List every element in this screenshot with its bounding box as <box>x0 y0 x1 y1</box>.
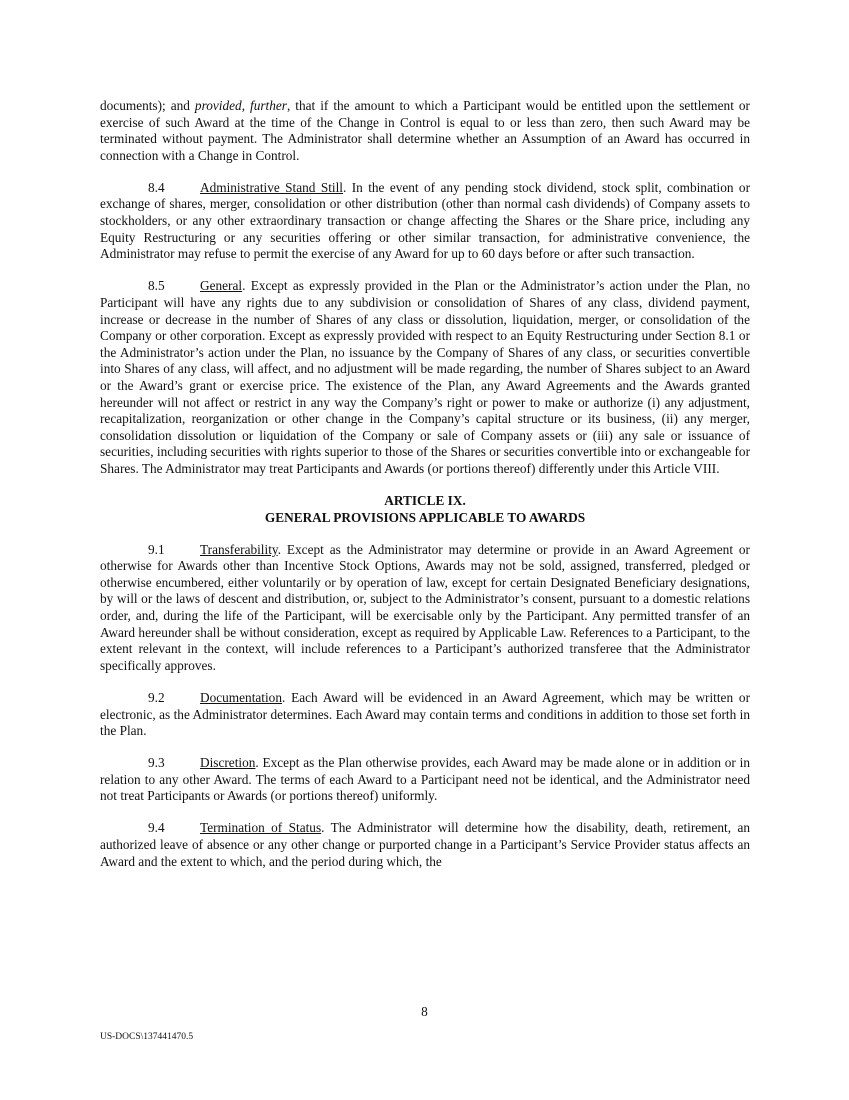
section-9-4 <box>100 820 750 870</box>
document-body <box>100 98 750 886</box>
section-heading: Documentation <box>200 689 282 705</box>
section-number: 9.4 <box>148 820 165 836</box>
page-number: 8 <box>421 1004 428 1019</box>
section-9-3 <box>100 755 750 805</box>
section-9-2 <box>100 690 750 740</box>
section-heading: General <box>200 278 243 294</box>
section-number: 9.2 <box>148 689 165 705</box>
italic-phrase: provided, further <box>194 98 287 113</box>
section-number: 9.3 <box>148 755 165 771</box>
section-text: . Except as expressly provided in the Plan or the Administrator’s action under the Plan, no Participant will have any rights due to any subdivision or consolidation of Shares of any class, dividend payment, increase or decrease in the number of Shares of any class or dissolution, liquidation, merger, or consolidation of the Company or other corporation. Except as expressly provided with respect to an Equity Restructuring under Section 8.1 or the Administrator’s action under the Plan, no issuance by the Company of Shares of any class, or securities convertible into Shares of any class, will affect, and no adjustment will be made regarding, the number of Shares subject to an Award or the Award’s grant or exercise price. The existence of the Plan, any Award Agreements and the Awards granted hereunder will not affect or restrict in any way the Company’s right or power to make or authorize (i) any adjustment, recapitalization, reorganization or other change in the Company’s capital structure or its business, (ii) any merger, consolidation dissolution or liquidation of the Company or sale of Company assets or (iii) any sale or issuance of securities, including securities with rights superior to those of the Shares or securities convertible into or exchangeable for Shares. The Administrator may treat Participants and Awards (or portions thereof) differently under this Article VIII. <box>100 278 750 476</box>
section-9-1 <box>100 542 750 675</box>
article-number: ARTICLE IX. <box>384 492 466 508</box>
section-number: 8.5 <box>148 278 165 294</box>
section-text: . Except as the Plan otherwise provides, each Award may be made alone or in addition or in relation to any other Award. The terms of each Award to a Participant need not be identical, and the Administrator need not treat Participants or Awards (or portions thereof) uniformly. <box>100 755 750 804</box>
section-heading: Transferability <box>200 541 278 557</box>
section-text: . Except as the Administrator may determine or provide in an Award Agreement or otherwise for Awards other than Incentive Stock Options, Awards may not be sold, assigned, transferred, pledged or otherwise encumbered, either voluntarily or by operation of law, except for certain Designated Beneficiary designations, by will or the laws of descent and distribution, or, subject to the Administrator’s consent, pursuant to a domestic relations order, and, during the life of the Participant, will be exercisable only by the Participant. Any permitted transfer of an Award hereunder shall be without consideration, except as required by Applicable Law. References to a Participant, to the extent relevant in the context, will include references to a Participant’s authorized transferee that the Administrator specifically approves. <box>100 541 750 673</box>
section-text: . The Administrator will determine how the disability, death, retirement, an authorized leave of absence or any other change or purported change in a Participant’s Service Provider status affects an Award and the extent to which, and the period during which, the <box>100 820 750 869</box>
section-text: . Each Award will be evidenced in an Award Agreement, which may be written or electronic, as the Administrator determines. Each Award may contain terms and conditions in addition to those set forth in the Plan. <box>100 689 750 739</box>
section-heading: Administrative Stand Still <box>200 179 344 195</box>
article-title: GENERAL PROVISIONS APPLICABLE TO AWARDS <box>264 509 586 525</box>
section-8-5 <box>100 278 750 477</box>
paragraph-continuation: documents); and provided, further, that if the amount to which a Participant would be entitled upon the settlement or exercise of such Award at the time of the Change in Control is equal to or less than zero, then such Award may be terminated without payment. The Administrator shall determine whether an Assumption of an Award has occurred in connection with a Change in Control. <box>100 98 750 163</box>
section-text: . In the event of any pending stock dividend, stock split, combination or exchange of shares, merger, consolidation or other distribution (other than normal cash dividends) of Company assets to stockholders, or any other extraordinary transaction or change affecting the Shares or the Share price, including any Equity Restructuring or any securities offering or other similar transaction, for administrative convenience, the Administrator may refuse to permit the exercise of any Award for up to 60 days before or after such transaction. <box>100 179 750 262</box>
article-heading <box>100 493 750 526</box>
section-number: 8.4 <box>148 179 165 195</box>
section-heading: Termination of Status <box>200 820 322 836</box>
section-number: 9.1 <box>148 541 165 557</box>
section-8-4 <box>100 180 750 263</box>
document-id: US-DOCS\137441470.5 <box>100 1032 194 1042</box>
section-heading: Discretion <box>200 755 256 771</box>
